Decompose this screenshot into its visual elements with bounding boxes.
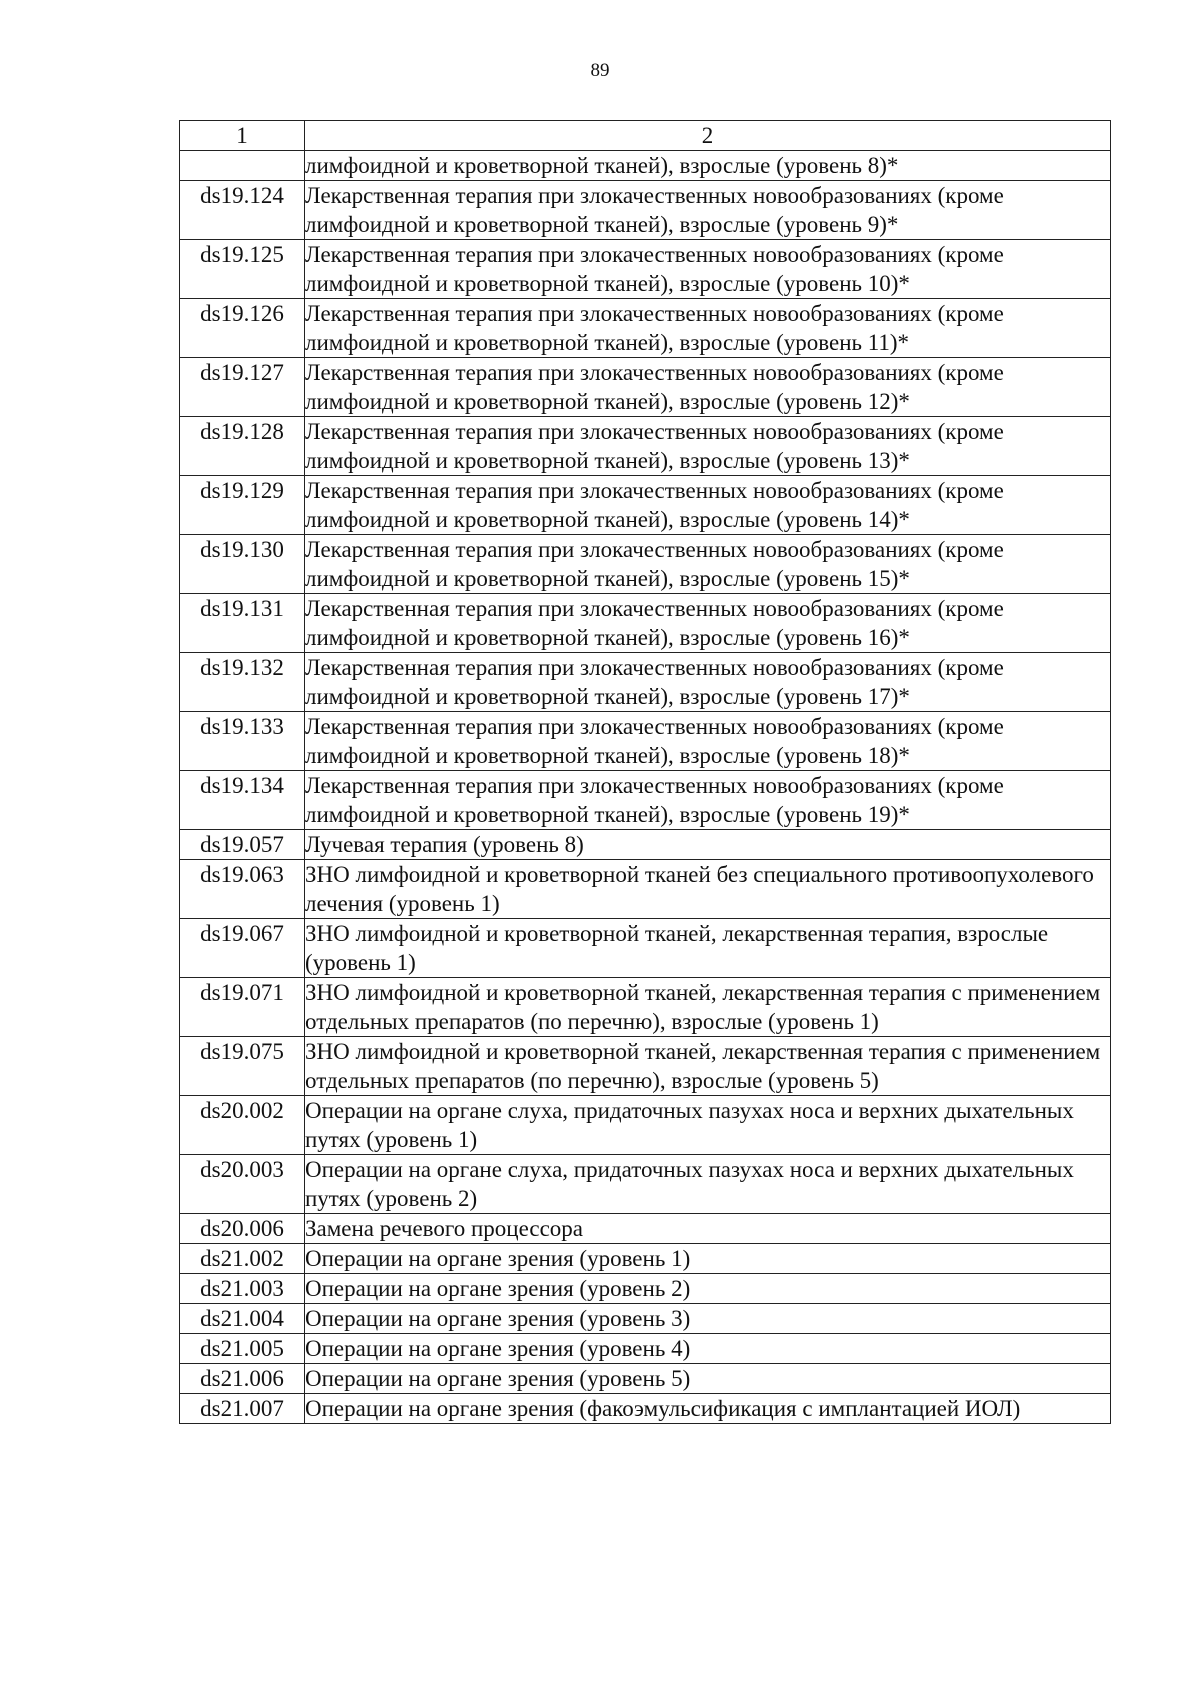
row-description: Лекарственная терапия при злокачественных новообразованиях (кроме лимфоидной и кроветворной тканей), взрослые (уровень 15)* <box>305 535 1111 594</box>
row-description: Лекарственная терапия при злокачественных новообразованиях (кроме лимфоидной и кроветворной тканей), взрослые (уровень 17)* <box>305 653 1111 712</box>
row-description: Операции на органе зрения (уровень 2) <box>305 1274 1111 1304</box>
column-header-1: 1 <box>180 121 305 151</box>
table-row <box>180 535 1111 594</box>
row-description: Лекарственная терапия при злокачественных новообразованиях (кроме лимфоидной и кроветворной тканей), взрослые (уровень 11)* <box>305 299 1111 358</box>
row-code: ds19.134 <box>180 771 305 830</box>
row-code <box>180 151 305 181</box>
table-row <box>180 1155 1111 1214</box>
tariff-table <box>179 120 1111 1424</box>
table-row <box>180 299 1111 358</box>
row-code: ds19.130 <box>180 535 305 594</box>
row-code: ds21.006 <box>180 1364 305 1394</box>
row-code: ds20.006 <box>180 1214 305 1244</box>
table-header-row <box>180 121 1111 151</box>
table-row <box>180 1304 1111 1334</box>
table-row <box>180 1274 1111 1304</box>
table-row <box>180 1364 1111 1394</box>
table-row <box>180 181 1111 240</box>
row-code: ds21.003 <box>180 1274 305 1304</box>
table-row <box>180 594 1111 653</box>
table-body <box>180 121 1111 1424</box>
row-code: ds19.129 <box>180 476 305 535</box>
row-description: ЗНО лимфоидной и кроветворной тканей, лекарственная терапия с применением отдельных препаратов (по перечню), взрослые (уровень 5) <box>305 1037 1111 1096</box>
row-code: ds21.002 <box>180 1244 305 1274</box>
row-code: ds19.075 <box>180 1037 305 1096</box>
row-code: ds19.126 <box>180 299 305 358</box>
table-row <box>180 358 1111 417</box>
table-row <box>180 1096 1111 1155</box>
row-code: ds19.133 <box>180 712 305 771</box>
row-code: ds20.002 <box>180 1096 305 1155</box>
row-description: Операции на органе зрения (уровень 5) <box>305 1364 1111 1394</box>
row-code: ds21.004 <box>180 1304 305 1334</box>
row-code: ds21.005 <box>180 1334 305 1364</box>
row-code: ds19.124 <box>180 181 305 240</box>
row-description: Лекарственная терапия при злокачественных новообразованиях (кроме лимфоидной и кроветворной тканей), взрослые (уровень 9)* <box>305 181 1111 240</box>
row-description: Замена речевого процессора <box>305 1214 1111 1244</box>
row-description: Лекарственная терапия при злокачественных новообразованиях (кроме лимфоидной и кроветворной тканей), взрослые (уровень 13)* <box>305 417 1111 476</box>
row-description: Операции на органе слуха, придаточных пазухах носа и верхних дыхательных путях (уровень 1) <box>305 1096 1111 1155</box>
row-code: ds19.127 <box>180 358 305 417</box>
table-row <box>180 476 1111 535</box>
table-row <box>180 830 1111 860</box>
table-row <box>180 653 1111 712</box>
row-description: Лекарственная терапия при злокачественных новообразованиях (кроме лимфоидной и кроветворной тканей), взрослые (уровень 14)* <box>305 476 1111 535</box>
table-row <box>180 1334 1111 1364</box>
column-header-2: 2 <box>305 121 1111 151</box>
row-code: ds20.003 <box>180 1155 305 1214</box>
table-row <box>180 1037 1111 1096</box>
row-description: Операции на органе зрения (факоэмульсификация с имплантацией ИОЛ) <box>305 1394 1111 1424</box>
table-row <box>180 919 1111 978</box>
row-description: ЗНО лимфоидной и кроветворной тканей, лекарственная терапия с применением отдельных препаратов (по перечню), взрослые (уровень 1) <box>305 978 1111 1037</box>
row-description: лимфоидной и кроветворной тканей), взрослые (уровень 8)* <box>305 151 1111 181</box>
row-description: ЗНО лимфоидной и кроветворной тканей, лекарственная терапия, взрослые (уровень 1) <box>305 919 1111 978</box>
row-code: ds19.057 <box>180 830 305 860</box>
row-code: ds19.067 <box>180 919 305 978</box>
row-description: Операции на органе зрения (уровень 1) <box>305 1244 1111 1274</box>
table-row <box>180 978 1111 1037</box>
row-description: Лучевая терапия (уровень 8) <box>305 830 1111 860</box>
table-row <box>180 240 1111 299</box>
row-description: Лекарственная терапия при злокачественных новообразованиях (кроме лимфоидной и кроветворной тканей), взрослые (уровень 10)* <box>305 240 1111 299</box>
table-row <box>180 771 1111 830</box>
table-row <box>180 1394 1111 1424</box>
row-description: Операции на органе зрения (уровень 3) <box>305 1304 1111 1334</box>
continuation-row <box>180 151 1111 181</box>
table-row <box>180 712 1111 771</box>
row-description: Лекарственная терапия при злокачественных новообразованиях (кроме лимфоидной и кроветворной тканей), взрослые (уровень 16)* <box>305 594 1111 653</box>
row-description: Лекарственная терапия при злокачественных новообразованиях (кроме лимфоидной и кроветворной тканей), взрослые (уровень 19)* <box>305 771 1111 830</box>
row-code: ds19.125 <box>180 240 305 299</box>
row-code: ds19.128 <box>180 417 305 476</box>
row-description: ЗНО лимфоидной и кроветворной тканей без специального противоопухолевого лечения (уровень 1) <box>305 860 1111 919</box>
row-description: Лекарственная терапия при злокачественных новообразованиях (кроме лимфоидной и кроветворной тканей), взрослые (уровень 18)* <box>305 712 1111 771</box>
row-description: Лекарственная терапия при злокачественных новообразованиях (кроме лимфоидной и кроветворной тканей), взрослые (уровень 12)* <box>305 358 1111 417</box>
page-number: 89 <box>590 60 610 81</box>
table-row <box>180 860 1111 919</box>
row-code: ds19.063 <box>180 860 305 919</box>
row-code: ds19.132 <box>180 653 305 712</box>
table-row <box>180 417 1111 476</box>
row-description: Операции на органе слуха, придаточных пазухах носа и верхних дыхательных путях (уровень 2) <box>305 1155 1111 1214</box>
row-code: ds19.131 <box>180 594 305 653</box>
table-row <box>180 1214 1111 1244</box>
row-description: Операции на органе зрения (уровень 4) <box>305 1334 1111 1364</box>
row-code: ds19.071 <box>180 978 305 1037</box>
table-row <box>180 1244 1111 1274</box>
row-code: ds21.007 <box>180 1394 305 1424</box>
